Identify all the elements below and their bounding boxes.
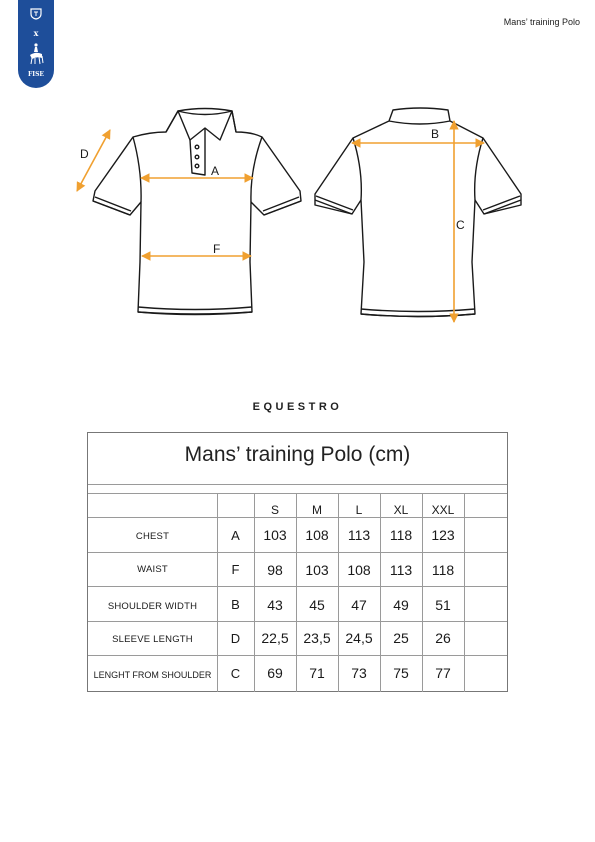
- divider: [88, 621, 507, 622]
- column-divider: [254, 493, 255, 692]
- size-header-xl: XL: [393, 503, 409, 517]
- divider: [88, 586, 507, 587]
- row-code: B: [231, 597, 240, 612]
- row-label-chest: CHEST: [135, 531, 170, 542]
- table-cell: 47: [351, 597, 367, 613]
- brand-name: EQUESTRO: [252, 401, 343, 413]
- size-header-s: S: [270, 503, 279, 517]
- header-title: Mans’ training Polo: [503, 17, 580, 27]
- rider-logo-icon: [27, 42, 45, 66]
- polo-front-drawing: [93, 109, 301, 315]
- table-cell: 24,5: [345, 630, 373, 646]
- table-cell: 26: [435, 630, 451, 646]
- table-cell: 49: [393, 597, 409, 613]
- row-label-sleeve-length: SLEEVE LENGTH: [112, 634, 193, 645]
- row-label-shoulder-width: SHOULDER WIDTH: [107, 601, 198, 612]
- table-cell: 103: [305, 562, 329, 578]
- table-cell: 25: [393, 630, 409, 646]
- row-code: D: [230, 631, 241, 646]
- table-cell: 22,5: [261, 630, 289, 646]
- table-cell: 43: [267, 597, 283, 613]
- label-b: B: [431, 127, 440, 141]
- row-label-waist: WAIST: [137, 564, 168, 575]
- row-code: C: [230, 666, 241, 681]
- table-cell: 71: [309, 665, 325, 681]
- divider: [88, 493, 507, 494]
- divider: [88, 655, 507, 656]
- table-cell: 77: [435, 665, 451, 681]
- table-cell: 23,5: [303, 630, 331, 646]
- column-divider: [338, 493, 339, 692]
- table-cell: 98: [267, 562, 283, 578]
- measurement-diagram: [0, 90, 595, 335]
- column-divider: [422, 493, 423, 692]
- label-c: C: [456, 218, 465, 232]
- table-cell: 118: [389, 527, 413, 543]
- divider: [88, 517, 507, 518]
- table-cell: 108: [347, 562, 371, 578]
- table-cell: 118: [431, 562, 455, 578]
- column-divider: [217, 493, 218, 692]
- table-cell: 113: [347, 527, 371, 543]
- label-f: F: [213, 242, 221, 256]
- table-cell: 75: [393, 665, 409, 681]
- column-divider: [296, 493, 297, 692]
- column-divider: [464, 493, 465, 692]
- badge-x: x: [33, 28, 39, 38]
- table-cell: 113: [389, 562, 413, 578]
- table-title: Mans’ training Polo (cm): [184, 443, 411, 466]
- badge-fise: FISE: [28, 71, 44, 78]
- size-header-xxl: XXL: [431, 503, 455, 517]
- size-header-l: L: [355, 503, 363, 517]
- table-cell: 51: [435, 597, 451, 613]
- polo-back-drawing: [315, 108, 521, 317]
- table-cell: 45: [309, 597, 325, 613]
- table-cell: 108: [305, 527, 329, 543]
- table-cell: 103: [263, 527, 287, 543]
- divider: [88, 484, 507, 485]
- row-code: A: [231, 528, 240, 543]
- size-header-m: M: [312, 503, 322, 517]
- row-label-length-from-shoulder: LENGHT FROM SHOULDER: [93, 670, 212, 680]
- column-divider: [380, 493, 381, 692]
- row-code: F: [231, 562, 240, 577]
- table-cell: 69: [267, 665, 283, 681]
- table-cell: 73: [351, 665, 367, 681]
- shield-icon: [30, 8, 42, 20]
- divider: [88, 552, 507, 553]
- size-table: [87, 432, 508, 692]
- label-a: A: [211, 164, 220, 178]
- table-cell: 123: [431, 527, 455, 543]
- label-d: D: [80, 147, 89, 161]
- fise-badge: [18, 0, 54, 88]
